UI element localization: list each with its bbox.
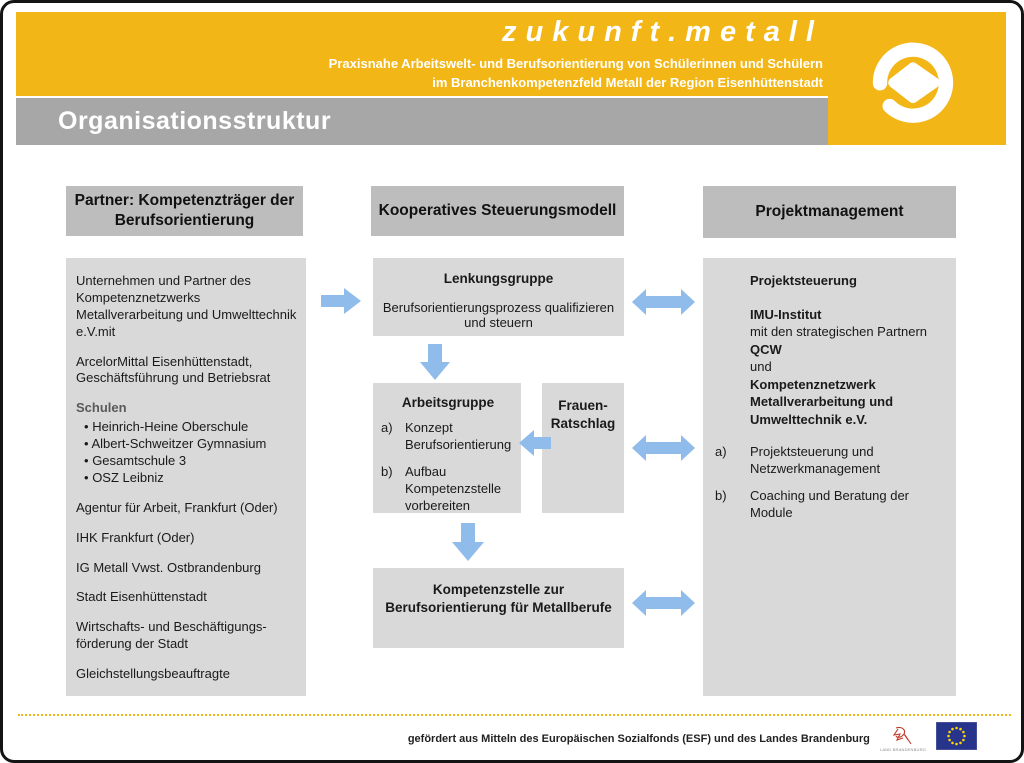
projekt-item-a [715,444,944,478]
item-text: Aufbau Kompetenzstelle vorbereiten [405,463,502,513]
lenkungsgruppe-box [373,258,624,336]
item-label: a) [715,444,727,460]
arrow-right-icon [321,288,361,314]
lenkungsgruppe-body: Berufsorientierungsprozess qualifizieren und steuern [382,300,615,330]
partners-p2: ArcelorMittal Eisenhüttenstadt, Geschäftsführung und Betriebsrat [76,353,271,386]
org-diagram [3,178,1024,708]
arrow-double-horizontal-icon [632,590,695,616]
banner-subtitle-line1: Praxisnahe Arbeitswelt- und Berufsorientierung von Schülerinnen und Schülern [328,56,823,72]
page-title-bar [16,98,828,145]
arbeitsgruppe-title: Arbeitsgruppe [401,395,495,410]
list-item [84,419,298,436]
arbeitsgruppe-box [373,383,521,513]
schulen-label: Schulen [76,400,127,416]
partner-line: Metallverarbeitung und [750,394,894,410]
page-title: Organisationsstruktur [58,107,332,135]
lenkungsgruppe-title: Lenkungsgruppe [443,271,554,286]
bullet-icon: • [84,436,89,452]
bullet-icon: • [84,419,89,435]
schulen-item: OSZ Leibniz [92,469,164,485]
partner-line: mit den strategischen Partnern [750,324,928,340]
middle-column-header: Kooperatives Steuerungsmodell [371,186,624,236]
partners-box [66,258,306,696]
banner-title: zukunft.metall [502,16,823,48]
banner-text [288,16,823,93]
arbeitsgruppe-item-b [381,464,515,515]
partners-p6: Stadt Eisenhüttenstadt [76,589,207,605]
projektsteuerung-box [703,258,956,696]
partner-line: Kompetenznetzwerk [750,376,876,392]
list-item [84,436,298,453]
partners-p3: Agentur für Arbeit, Frankfurt (Oder) [76,499,278,515]
partners-p8: Gleichstellungsbeauftragte [76,666,230,682]
partner-line: und [750,359,772,375]
schulen-item: Heinrich-Heine Oberschule [92,419,249,435]
kompetenzstelle-box: Kompetenzstelle zur Berufsorientierung für Metallberufe [373,568,624,648]
frauenratschlag-box: Frauen-Ratschlag [542,383,624,513]
strategic-partners [750,306,944,429]
land-brandenburg-label: LAND BRANDENBURG [879,746,926,752]
eu-flag-icon [936,722,977,755]
bullet-icon: • [84,469,89,485]
arrow-left-icon [519,430,551,456]
partners-p7: Wirtschafts- und Beschäftigungs- förderung der Stadt [76,619,267,652]
projekt-item-b [715,488,944,522]
list-item [84,453,298,470]
logo-block [828,12,1006,145]
partner-line: IMU-Institut [750,306,822,322]
arrow-double-horizontal-icon [632,435,695,461]
schulen-list [76,419,298,487]
right-column-header: Projektmanagement [703,186,956,238]
partners-p1: Unternehmen und Partner des Kompetenznetzwerks Metallverarbeitung und Umwelttechnik e.V.mit [76,273,297,339]
arbeitsgruppe-item-a [381,420,515,454]
banner-subtitle [288,55,823,93]
item-label: b) [381,463,393,479]
footer-divider [18,714,1011,716]
zukunft-metall-logo-icon [858,36,968,141]
item-text: Coaching und Beratung der Module [750,488,910,521]
bullet-icon: • [84,453,89,469]
partners-p4: IHK Frankfurt (Oder) [76,529,195,545]
funding-text: gefördert aus Mitteln des Europäischen Sozialfonds (ESF) und des Landes Brandenburg [407,732,870,745]
list-item [84,470,298,487]
left-column-header: Partner: Kompetenzträger der Berufsorientierung [66,186,303,236]
item-label: b) [715,488,727,504]
arrow-double-horizontal-icon [632,289,695,315]
item-text: Konzept Berufsorientierung [405,420,512,452]
land-brandenburg-logo-icon [880,726,926,752]
schulen-item: Gesamtschule 3 [92,453,187,469]
partner-line: Umwelttechnik e.V. [750,411,868,427]
partners-p5: IG Metall Vwst. Ostbrandenburg [76,559,261,575]
projektsteuerung-title: Projektsteuerung [750,273,857,288]
banner-subtitle-line2: im Branchenkompetenzfeld Metall der Region Eisenhüttenstadt [432,75,823,91]
arrow-down-icon [420,344,450,380]
arrow-down-icon [452,523,484,561]
schulen-item: Albert-Schweitzer Gymnasium [91,436,267,452]
footer [408,722,977,755]
item-label: a) [381,420,393,435]
partner-line: QCW [750,341,782,357]
item-text: Projektsteuerung und Netzwerkmanagement [750,444,881,477]
